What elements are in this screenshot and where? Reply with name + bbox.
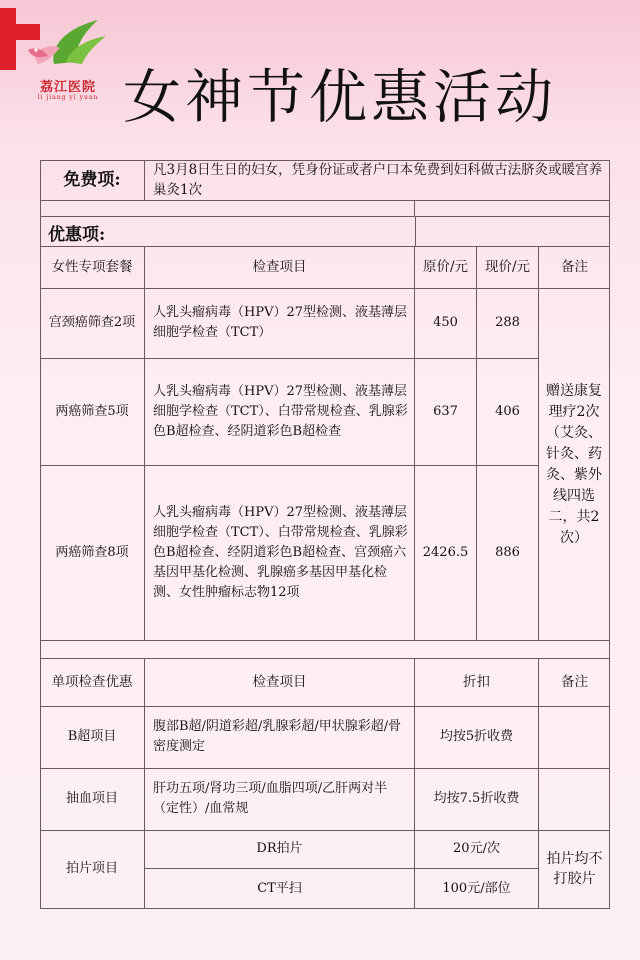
current-price: 886 bbox=[477, 466, 539, 640]
page-title: 女神节优惠活动 bbox=[122, 63, 557, 131]
spacer-cell bbox=[40, 200, 415, 216]
film-price-dr: 20元/次 bbox=[415, 830, 539, 869]
header-single-note: 备注 bbox=[561, 674, 588, 690]
gap-row bbox=[40, 640, 610, 659]
header bbox=[0, 0, 640, 150]
package-name: 两癌筛查8项 bbox=[40, 466, 145, 640]
discount-header-row bbox=[40, 246, 610, 289]
header-discount: 折扣 bbox=[415, 658, 539, 706]
single-note bbox=[539, 768, 610, 830]
free-label: 免费项: bbox=[63, 170, 121, 190]
free-label-cell bbox=[40, 160, 145, 200]
discount-label: 优惠项: bbox=[48, 225, 106, 245]
single-items: 肝功五项/肾功三项/血脂四项/乙肝两对半（定性）/血常规 bbox=[145, 768, 415, 830]
single-name: B超项目 bbox=[40, 706, 145, 768]
film-price-ct: 100元/部位 bbox=[415, 869, 539, 908]
single-items: 腹部B超/阴道彩超/乳腺彩超/甲状腺彩超/骨密度测定 bbox=[145, 706, 415, 768]
single-discount: 均按5折收费 bbox=[415, 706, 539, 768]
table-row bbox=[40, 768, 610, 831]
film-item-dr: DR拍片 bbox=[145, 830, 415, 869]
film-note: 拍片均不打胶片 bbox=[546, 851, 603, 887]
package-items: 人乳头瘤病毒（HPV）27型检测、液基薄层细胞学检查（TCT）、白带常规检查、乳腺彩色B超检查、经阴道彩色B超检查 bbox=[145, 359, 415, 465]
single-discount: 均按7.5折收费 bbox=[415, 768, 539, 830]
table-row bbox=[40, 706, 610, 769]
table-row bbox=[40, 466, 610, 641]
package-name: 两癌筛查5项 bbox=[40, 359, 145, 465]
table-row bbox=[40, 359, 610, 465]
free-text-cell bbox=[145, 160, 610, 200]
header-original: 原价/元 bbox=[415, 246, 477, 288]
package-items: 人乳头瘤病毒（HPV）27型检测、液基薄层细胞学检查（TCT） bbox=[145, 288, 415, 358]
promotion-table bbox=[40, 160, 610, 910]
header-items: 检查项目 bbox=[145, 246, 415, 288]
original-price: 637 bbox=[415, 359, 477, 465]
header-single: 单项检查优惠 bbox=[40, 658, 145, 706]
single-name: 抽血项目 bbox=[40, 768, 145, 830]
package-name: 宫颈癌筛查2项 bbox=[40, 288, 145, 358]
label-divider bbox=[415, 216, 416, 246]
free-row bbox=[40, 160, 610, 201]
package-items: 人乳头瘤病毒（HPV）27型检测、液基薄层细胞学检查（TCT）、白带常规检查、乳腺彩色B超检查、经阴道彩色B超检查、宫颈癌六基因甲基化检测、乳腺癌多基因甲基化检测、女性肿瘤标志物12项 bbox=[145, 466, 415, 640]
free-text: 凡3月8日生日的妇女，凭身份证或者户口本免费到妇科做古法脐灸或暖宫养巢灸1次 bbox=[153, 162, 603, 198]
current-price: 288 bbox=[477, 288, 539, 358]
current-price: 406 bbox=[477, 359, 539, 465]
header-package: 女性专项套餐 bbox=[40, 246, 145, 288]
spacer-cell bbox=[415, 200, 610, 216]
single-header-row bbox=[40, 658, 610, 707]
header-note: 备注 bbox=[561, 259, 588, 275]
table-row bbox=[40, 288, 610, 358]
single-note bbox=[539, 706, 610, 768]
header-current: 现价/元 bbox=[477, 246, 539, 288]
discount-label-row bbox=[40, 216, 610, 247]
original-price: 2426.5 bbox=[415, 466, 477, 640]
logo-name: 荔江医院 bbox=[39, 80, 96, 95]
logo-pinyin: li jiang yi yuan bbox=[37, 94, 99, 101]
spacer-row bbox=[40, 200, 610, 217]
film-item-ct: CT平扫 bbox=[145, 869, 415, 908]
film-row bbox=[40, 830, 610, 909]
discount-note: 赠送康复理疗2次（艾灸、针灸、药灸、紫外线四选二，共2次） bbox=[546, 382, 602, 546]
film-name: 拍片项目 bbox=[40, 830, 145, 908]
header-single-items: 检查项目 bbox=[145, 658, 415, 706]
original-price: 450 bbox=[415, 288, 477, 358]
